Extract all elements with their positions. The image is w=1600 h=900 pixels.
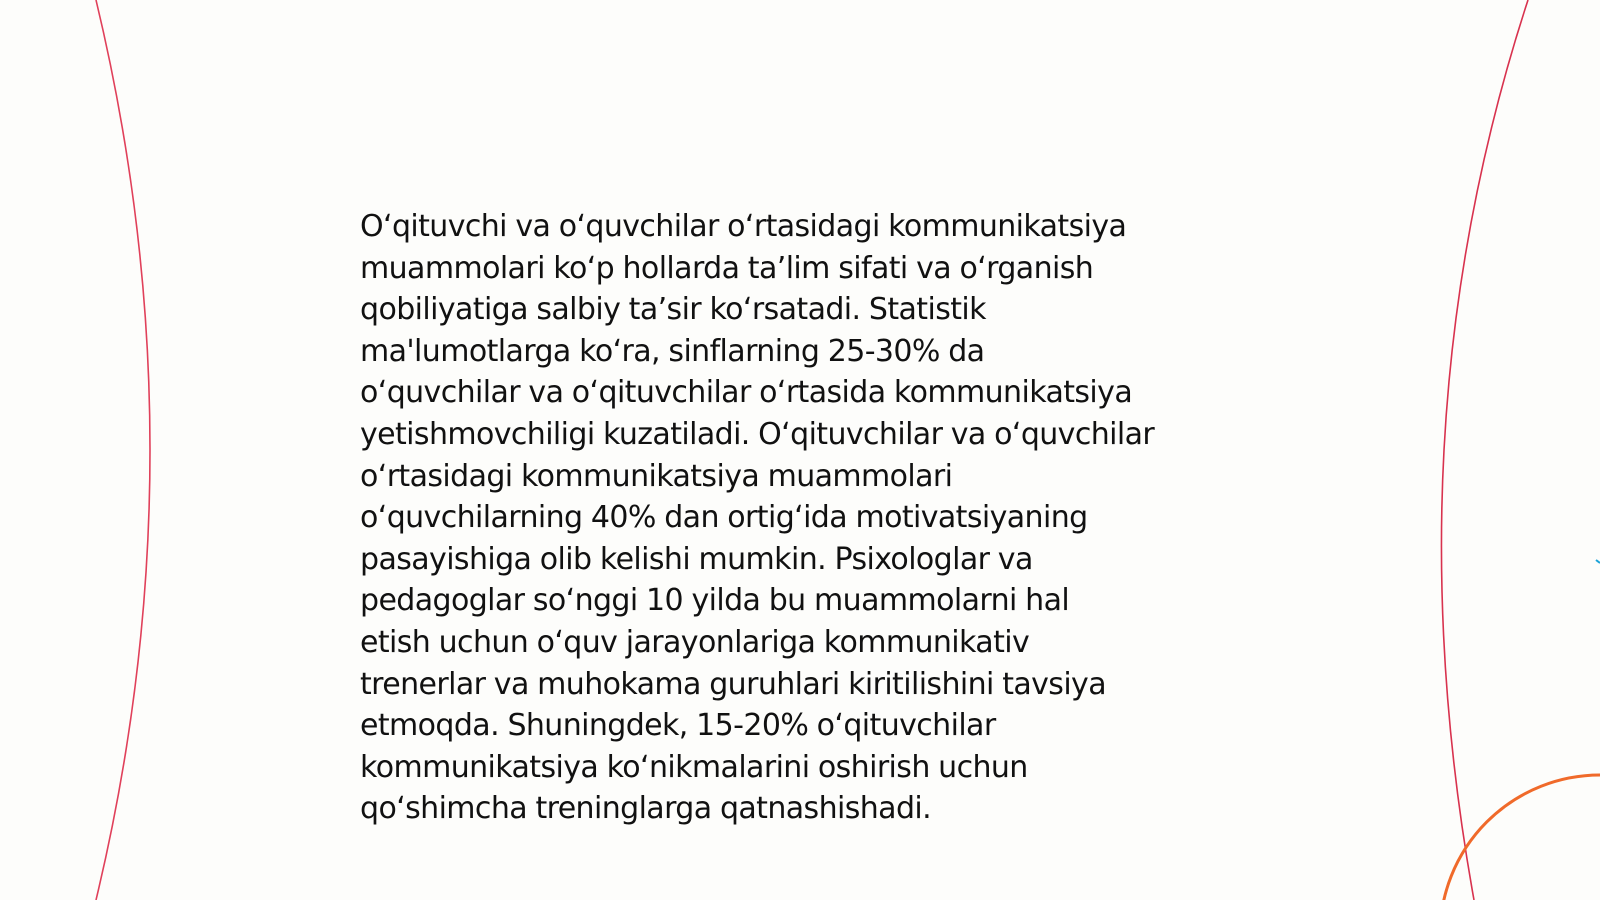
edge-accent [1596,560,1600,563]
paragraph-line: o‘rtasidagi kommunikatsiya muammolari [360,458,953,494]
paragraph-line: yetishmovchiligi kuzatiladi. O‘qituvchilar va o‘quvchilar [360,416,1155,452]
paragraph-line: qobiliyatiga salbiy ta’sir ko‘rsatadi. Statistik [360,292,986,328]
paragraph-line: ma'lumotlarga ko‘ra, sinflarning 25-30% da [360,333,985,369]
paragraph-line: pasayishiga olib kelishi mumkin. Psixologlar va [360,541,1033,577]
paragraph-line: pedagoglar so‘nggi 10 yilda bu muammolarni hal [360,583,1070,619]
paragraph-line: o‘quvchilarning 40% dan ortig‘ida motivatsiyaning [360,500,1088,536]
paragraph-line: muammolari ko‘p hollarda ta’lim sifati va o‘rganish [360,250,1094,286]
paragraph-line: o‘quvchilar va o‘qituvchilar o‘rtasida kommunikatsiya [360,375,1133,411]
right-arc [1441,0,1528,900]
paragraph-line: O‘qituvchi va o‘quvchilar o‘rtasidagi kommunikatsiya [360,209,1127,244]
paragraph-line: etmoqda. Shuningdek, 15-20% o‘qituvchilar [360,708,996,744]
paragraph-line: qo‘shimcha treninglarga qatnashishadi. [360,791,932,827]
paragraph-line: trenerlar va muhokama guruhlari kiritilishini tavsiya [360,666,1106,702]
left-arc [96,0,150,900]
corner-circle [1440,775,1600,900]
paragraph-line: kommunikatsiya ko‘nikmalarini oshirish uchun [360,749,1028,785]
paragraph-line: etish uchun o‘quv jarayonlariga kommunikativ [360,624,1030,660]
body-paragraph [360,206,1260,830]
